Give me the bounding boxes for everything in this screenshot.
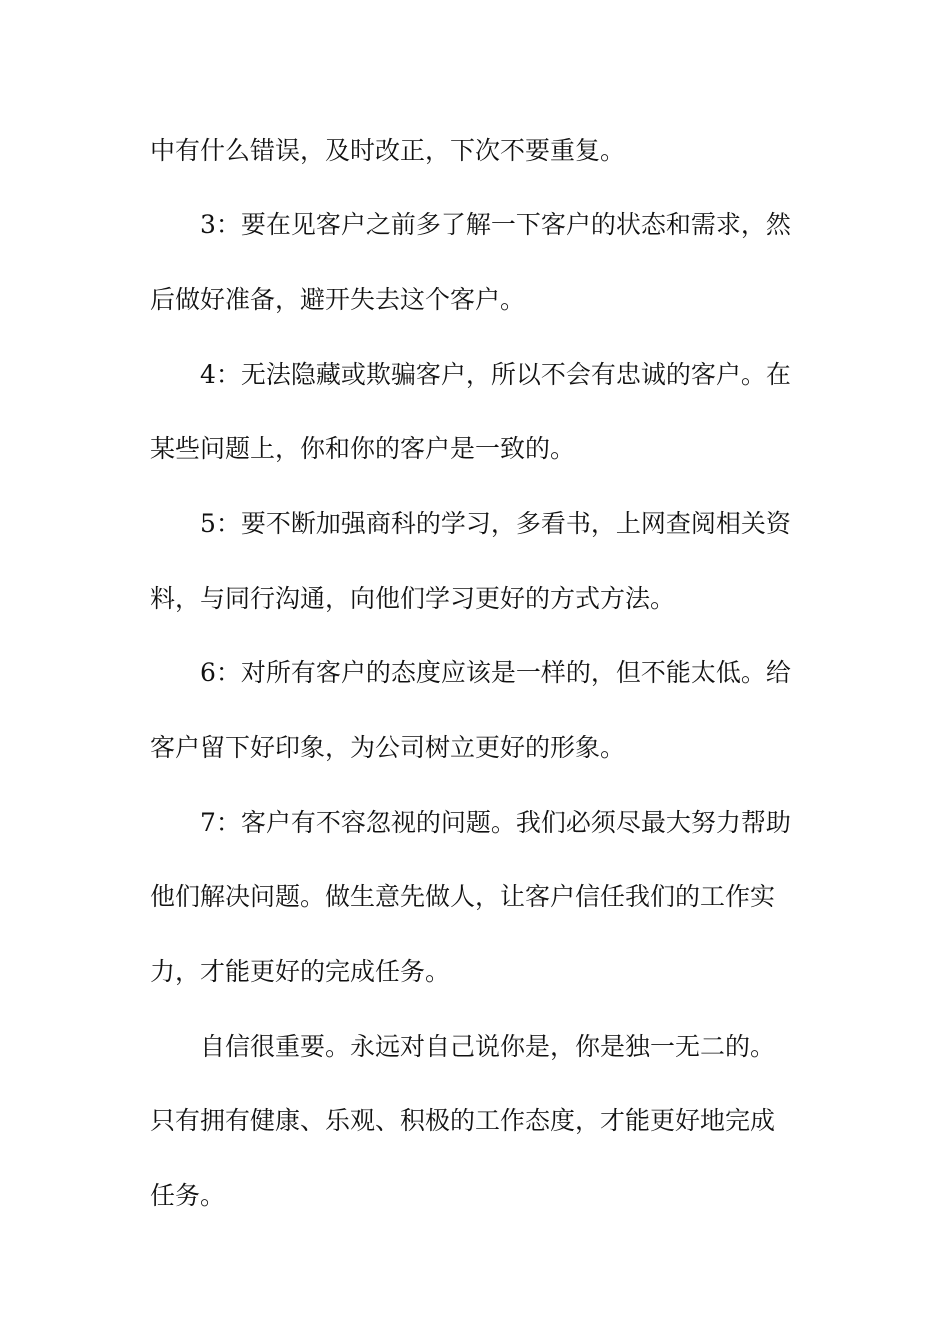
paragraph-line: 某些问题上，你和你的客户是一致的。 — [150, 434, 576, 463]
paragraph-line: 3：要在见客户之前多了解一下客户的状态和需求，然 — [200, 210, 791, 239]
paragraph-line: 7：客户有不容忽视的问题。我们必须尽最大努力帮助 — [200, 808, 791, 837]
paragraph-line: 任务。 — [150, 1181, 226, 1210]
paragraph-line: 中有什么错误，及时改正，下次不要重复。 — [150, 136, 626, 165]
paragraph-line: 自信很重要。永远对自己说你是，你是独一无二的。 — [200, 1032, 776, 1061]
paragraph-line: 4：无法隐藏或欺骗客户，所以不会有忠诚的客户。在 — [200, 360, 791, 389]
paragraph-line: 他们解决问题。做生意先做人，让客户信任我们的工作实 — [150, 882, 776, 911]
paragraph-line: 力，才能更好的完成任务。 — [150, 957, 451, 986]
paragraph-line: 后做好准备，避开失去这个客户。 — [150, 285, 526, 314]
paragraph-line: 只有拥有健康、乐观、积极的工作态度，才能更好地完成 — [150, 1106, 776, 1135]
paragraph-line: 6：对所有客户的态度应该是一样的，但不能太低。给 — [200, 658, 791, 687]
paragraph-line: 客户留下好印象，为公司树立更好的形象。 — [150, 733, 626, 762]
paragraph-line: 料，与同行沟通，向他们学习更好的方式方法。 — [150, 584, 676, 613]
paragraph-line: 5：要不断加强商科的学习，多看书，上网查阅相关资 — [200, 509, 791, 538]
